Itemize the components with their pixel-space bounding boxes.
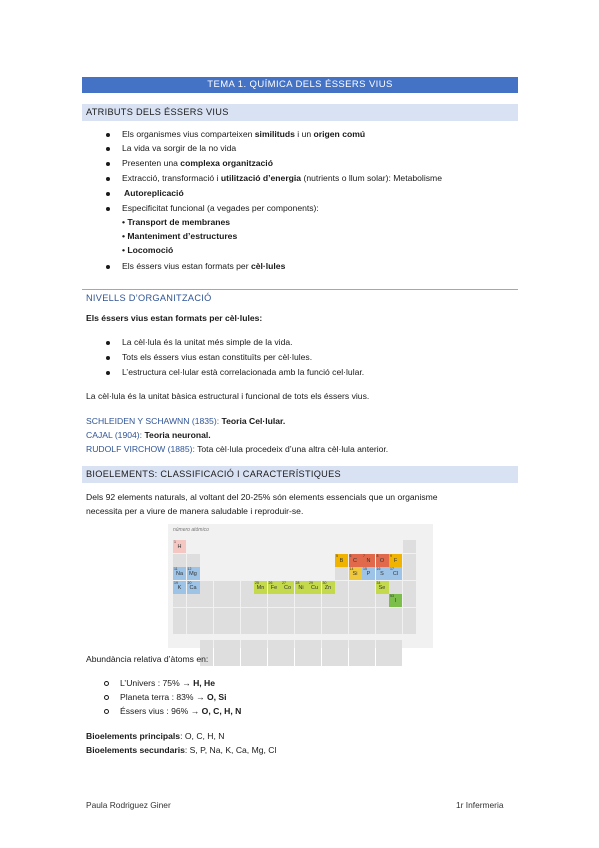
atomic-number: 11 <box>174 567 178 571</box>
periodic-table-empty-cell <box>173 621 186 634</box>
periodic-table-empty-cell <box>254 653 267 666</box>
periodic-table-empty-cell <box>308 594 321 607</box>
element-cell-na: Na 11 <box>173 567 186 580</box>
atributs-item-2: La vida va sorgir de la no vida <box>122 143 237 153</box>
periodic-table-empty-cell <box>335 594 348 607</box>
atomic-number: 25 <box>255 580 259 585</box>
atributs-item-5: Autoreplicació <box>124 188 184 198</box>
element-cell-fe: Fe 26 <box>268 581 281 594</box>
atomic-number: 26 <box>268 580 273 585</box>
atomic-number: 15 <box>363 567 367 571</box>
periodic-table-empty-cell <box>227 581 240 594</box>
element-cell-c: C 6 <box>349 554 362 567</box>
document-title: TEMA 1. QUÍMICA DELS ÉSSERS VIUS <box>82 77 518 93</box>
periodic-table-empty-cell <box>214 653 227 666</box>
periodic-table-empty-cell <box>227 594 240 607</box>
periodic-table-empty-cell <box>349 594 362 607</box>
atributs-item-3: Presenten una complexa organització <box>122 158 273 168</box>
periodic-table-empty-cell <box>403 567 416 580</box>
section-divider <box>82 289 518 290</box>
periodic-table-empty-cell <box>349 608 362 621</box>
periodic-table-empty-cell <box>254 594 267 607</box>
periodic-table-empty-cell <box>241 594 254 607</box>
atomic-number: 5 <box>336 553 338 558</box>
periodic-table-empty-cell <box>349 640 362 653</box>
periodic-table-empty-cell <box>173 594 186 607</box>
primary-bioelements: Bioelements principals: O, C, H, N <box>86 731 225 741</box>
periodic-table-image <box>168 524 433 648</box>
periodic-table-empty-cell <box>214 640 227 653</box>
periodic-table-empty-cell <box>335 653 348 666</box>
bullet-icon <box>106 371 110 375</box>
abundance-universe: L’Univers : 75% → H, He <box>120 678 216 688</box>
atributs-subitem-2: • Manteniment d’estructures <box>122 231 238 241</box>
atomic-number: 12 <box>187 567 192 571</box>
section-heading-bioelements: BIOELEMENTS: CLASSIFICACIÓ I CARACTERÍSTIQUES <box>82 466 518 483</box>
atributs-item-6: Especificitat funcional (a vegades per components): <box>122 203 319 213</box>
periodic-table-empty-cell <box>241 640 254 653</box>
abundance-earth: Planeta terra : 83% → O, Si <box>120 692 227 702</box>
atomic-number: 1 <box>174 540 176 544</box>
abundance-lead: Abundància relativa d’àtoms en: <box>86 654 209 664</box>
atomic-number: 16 <box>376 567 381 571</box>
periodic-table-empty-cell <box>403 581 416 594</box>
periodic-table-empty-cell <box>376 594 389 607</box>
secondary-bioelements: Bioelements secundaris: S, P, Na, K, Ca, Mg, Cl <box>86 745 277 755</box>
circle-bullet-icon <box>104 695 109 700</box>
periodic-table-empty-cell <box>227 621 240 634</box>
element-cell-h: H 1 <box>173 540 186 553</box>
atomic-number: 14 <box>349 567 354 571</box>
periodic-table-empty-cell <box>362 653 375 666</box>
periodic-table-empty-cell <box>227 640 240 653</box>
periodic-table-empty-cell <box>200 581 213 594</box>
atomic-number: 17 <box>390 567 394 571</box>
periodic-table-empty-cell <box>268 621 281 634</box>
periodic-table-empty-cell <box>403 621 416 634</box>
atomic-number: 8 <box>376 553 379 558</box>
periodic-table-empty-cell <box>308 608 321 621</box>
periodic-table-empty-cell <box>308 653 321 666</box>
nivells-item-2: Tots els éssers vius estan constituïts per cèl·lules. <box>122 352 313 362</box>
periodic-table-empty-cell <box>322 653 335 666</box>
atributs-item-1: Els organismes vius comparteixen similituds i un origen comú <box>122 129 366 139</box>
periodic-table-empty-cell <box>187 594 200 607</box>
periodic-table-empty-cell <box>362 581 375 594</box>
element-cell-co: Co 27 <box>281 581 294 594</box>
footer-author: Paula Rodriguez Giner <box>86 800 171 810</box>
atomic-number: 9 <box>390 553 392 558</box>
element-cell-k: K 19 <box>173 581 186 594</box>
periodic-table-empty-cell <box>214 581 227 594</box>
periodic-table-empty-cell <box>214 594 227 607</box>
nivells-lead: Els éssers vius estan formats per cèl·lules: <box>86 313 263 323</box>
atomic-number: 27 <box>282 580 286 585</box>
periodic-table-empty-cell <box>389 640 402 653</box>
bullet-icon <box>106 192 110 196</box>
bullet-icon <box>106 356 110 360</box>
periodic-table-empty-cell <box>376 640 389 653</box>
periodic-table-empty-cell <box>295 653 308 666</box>
periodic-table-empty-cell <box>200 608 213 621</box>
atributs-subitem-3: • Locomoció <box>122 245 174 255</box>
periodic-table-empty-cell <box>214 621 227 634</box>
periodic-table-empty-cell <box>322 640 335 653</box>
atributs-item-4: Extracció, transformació i utilització d’energia (nutrients o llum solar): Metabolisme <box>122 173 442 183</box>
circle-bullet-icon <box>104 709 109 714</box>
nivells-paragraph: La cèl·lula és la unitat bàsica estructural i funcional de tots els éssers vius. <box>86 391 370 401</box>
element-cell-ca: Ca 20 <box>187 581 200 594</box>
bullet-icon <box>106 207 110 211</box>
periodic-table-empty-cell <box>295 640 308 653</box>
atomic-number: 7 <box>363 553 365 558</box>
periodic-table-empty-cell <box>268 640 281 653</box>
periodic-table-empty-cell <box>254 621 267 634</box>
element-cell-si: Si 14 <box>349 567 362 580</box>
periodic-table-caption: número atómico <box>173 527 209 533</box>
element-cell-n: N 7 <box>362 554 375 567</box>
periodic-table-empty-cell <box>389 653 402 666</box>
periodic-table-empty-cell <box>322 594 335 607</box>
periodic-table-empty-cell <box>362 621 375 634</box>
atributs-item-7: Els éssers vius estan formats per cèl·lules <box>122 261 286 271</box>
periodic-table-empty-cell <box>281 640 294 653</box>
periodic-table-empty-cell <box>173 608 186 621</box>
circle-bullet-icon <box>104 681 109 686</box>
bioelements-intro-line-2: necessita per a viure de manera saludable i reproduir-se. <box>86 506 304 516</box>
periodic-table-empty-cell <box>335 640 348 653</box>
periodic-table-empty-cell <box>389 621 402 634</box>
element-cell-mg: Mg 12 <box>187 567 200 580</box>
periodic-table-empty-cell <box>295 608 308 621</box>
element-cell-se: Se 34 <box>376 581 389 594</box>
periodic-table-empty-cell <box>241 621 254 634</box>
periodic-table-empty-cell <box>349 621 362 634</box>
atomic-number: 20 <box>187 580 192 585</box>
periodic-table-empty-cell <box>376 608 389 621</box>
periodic-table-empty-cell <box>214 608 227 621</box>
bullet-icon <box>106 147 110 151</box>
periodic-table-empty-cell <box>349 653 362 666</box>
periodic-table-empty-cell <box>308 640 321 653</box>
periodic-table-empty-cell <box>254 640 267 653</box>
periodic-table-empty-cell <box>389 608 402 621</box>
periodic-table-empty-cell <box>403 554 416 567</box>
periodic-table-empty-cell <box>200 594 213 607</box>
footer-course: 1r Infermeria <box>456 800 504 810</box>
element-cell-o: O 8 <box>376 554 389 567</box>
element-cell-b: B 5 <box>335 554 348 567</box>
element-cell-mn: Mn 25 <box>254 581 267 594</box>
periodic-table-empty-cell <box>335 581 348 594</box>
periodic-table-empty-cell <box>403 608 416 621</box>
element-cell-f: F 9 <box>389 554 402 567</box>
periodic-table-empty-cell <box>187 621 200 634</box>
reference-schleiden: SCHLEIDEN Y SCHAWNN (1835): Teoria Cel·lular. <box>86 416 286 426</box>
periodic-table-empty-cell <box>295 621 308 634</box>
element-cell-ni: Ni 28 <box>295 581 308 594</box>
periodic-table-empty-cell <box>362 594 375 607</box>
periodic-table-empty-cell <box>322 608 335 621</box>
periodic-table-empty-cell <box>362 608 375 621</box>
periodic-table-empty-cell <box>254 608 267 621</box>
periodic-table-empty-cell <box>403 594 416 607</box>
element-cell-cu: Cu 29 <box>308 581 321 594</box>
periodic-table-empty-cell <box>335 621 348 634</box>
periodic-table-empty-cell <box>362 640 375 653</box>
bioelements-intro-line-1: Dels 92 elements naturals, al voltant del 20-25% són elements essencials que un organisme <box>86 492 438 502</box>
atributs-subitem-1: • Transport de membranes <box>122 217 231 227</box>
section-heading-atributs: ATRIBUTS DELS ÉSSERS VIUS <box>82 104 518 121</box>
periodic-table-empty-cell <box>349 581 362 594</box>
periodic-table-empty-cell <box>227 653 240 666</box>
periodic-table-empty-cell <box>241 581 254 594</box>
periodic-table-empty-cell <box>268 594 281 607</box>
periodic-table-empty-cell <box>241 608 254 621</box>
periodic-table-empty-cell <box>281 621 294 634</box>
periodic-table-empty-cell <box>241 653 254 666</box>
nivells-item-1: La cèl·lula és la unitat més simple de la vida. <box>122 337 293 347</box>
periodic-table-empty-cell <box>295 594 308 607</box>
element-cell-s: S 16 <box>376 567 389 580</box>
element-cell-p: P 15 <box>362 567 375 580</box>
periodic-table-empty-cell <box>308 621 321 634</box>
bullet-icon <box>106 265 110 269</box>
periodic-table-empty-cell <box>268 608 281 621</box>
nivells-item-3: L’estructura cel·lular està correlacionada amb la funció cel·lular. <box>122 367 365 377</box>
atomic-number: 19 <box>174 580 178 585</box>
reference-cajal: CAJAL (1904): Teoria neuronal. <box>86 430 211 440</box>
element-cell-cl: Cl 17 <box>389 567 402 580</box>
atomic-number: 34 <box>376 580 381 585</box>
periodic-table-empty-cell <box>322 621 335 634</box>
periodic-table-empty-cell <box>281 608 294 621</box>
periodic-table-empty-cell <box>281 653 294 666</box>
bullet-icon <box>106 133 110 137</box>
section-heading-nivells: NIVELLS D’ORGANITZACIÓ <box>86 293 212 303</box>
abundance-living: Éssers vius : 96% → O, C, H, N <box>120 706 242 716</box>
periodic-table-empty-cell <box>281 594 294 607</box>
periodic-table-empty-cell <box>335 608 348 621</box>
atomic-number: 29 <box>309 580 313 585</box>
periodic-table-empty-cell <box>200 621 213 634</box>
periodic-table-empty-cell <box>200 640 213 653</box>
periodic-table-empty-cell <box>227 608 240 621</box>
periodic-table-empty-cell <box>335 567 348 580</box>
atomic-number: 30 <box>322 580 327 585</box>
bullet-icon <box>106 341 110 345</box>
bullet-icon <box>106 162 110 166</box>
atomic-number: 53 <box>390 594 394 598</box>
element-cell-i: I 53 <box>389 594 402 607</box>
bullet-icon <box>106 177 110 181</box>
atomic-number: 28 <box>295 580 300 585</box>
periodic-table-empty-cell <box>268 653 281 666</box>
periodic-table-empty-cell <box>403 540 416 553</box>
reference-virchow: RUDOLF VIRCHOW (1885): Tota cèl·lula procedeix d’una altra cèl·lula anterior. <box>86 444 389 454</box>
periodic-table-empty-cell <box>376 621 389 634</box>
element-cell-zn: Zn 30 <box>322 581 335 594</box>
atomic-number: 6 <box>349 553 352 558</box>
periodic-table-empty-cell <box>187 608 200 621</box>
periodic-table-empty-cell <box>376 653 389 666</box>
